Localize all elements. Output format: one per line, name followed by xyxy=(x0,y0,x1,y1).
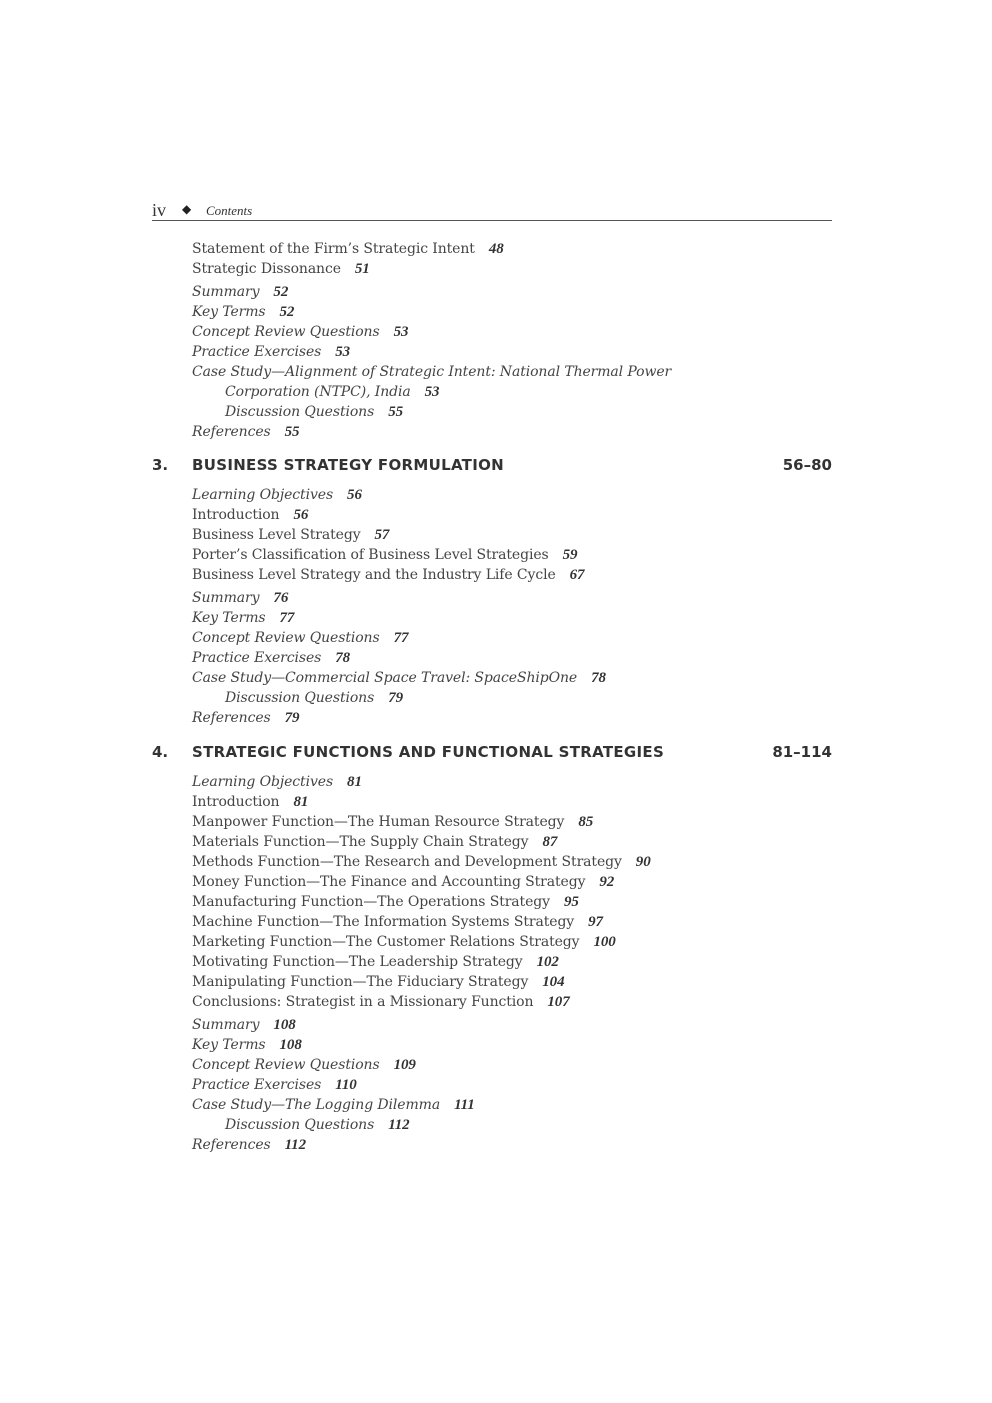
toc-entry-title: Concept Review Questions xyxy=(192,630,380,646)
toc-entry[interactable] xyxy=(192,973,564,991)
chapter-number: 3. xyxy=(152,456,169,474)
toc-entry[interactable] xyxy=(225,403,403,421)
toc-entry-title: Introduction xyxy=(192,794,280,810)
toc-entry-page: 108 xyxy=(273,1017,296,1033)
toc-entry-title: References xyxy=(192,710,271,726)
toc-entry[interactable] xyxy=(192,833,557,851)
toc-entry[interactable] xyxy=(192,709,299,727)
toc-entry[interactable] xyxy=(192,566,584,584)
toc-entry-page: 97 xyxy=(588,914,603,930)
toc-entry-title: Money Function—The Finance and Accounting Strategy xyxy=(192,874,586,890)
toc-entry[interactable] xyxy=(192,363,671,381)
toc-entry-title: Case Study—The Logging Dilemma xyxy=(192,1097,441,1113)
toc-entry-page: 87 xyxy=(542,834,558,850)
toc-entry-title: Corporation (NTPC), India xyxy=(225,384,411,400)
toc-entry-page: 109 xyxy=(393,1057,416,1073)
toc-entry[interactable] xyxy=(192,669,606,687)
toc-entry-title: Case Study—Commercial Space Travel: SpaceShipOne xyxy=(192,670,578,686)
toc-entry-title: References xyxy=(192,1137,271,1153)
running-header xyxy=(152,200,832,221)
toc-entry-title: Statement of the Firm’s Strategic Intent xyxy=(192,241,475,257)
toc-entry-title: Case Study—Alignment of Strategic Intent: National Thermal Power xyxy=(192,364,672,380)
toc-entry[interactable] xyxy=(225,1116,410,1134)
toc-entry-page: 108 xyxy=(279,1037,302,1053)
toc-entry[interactable] xyxy=(192,853,651,871)
toc-entry[interactable] xyxy=(192,793,308,811)
toc-entry-page: 92 xyxy=(599,874,615,890)
toc-entry-title: Marketing Function—The Customer Relations Strategy xyxy=(192,934,580,950)
toc-entry-title: References xyxy=(192,424,271,440)
toc-entry-page: 100 xyxy=(593,934,616,950)
toc-entry[interactable] xyxy=(192,486,362,504)
toc-entry-title: Manipulating Function—The Fiduciary Strategy xyxy=(192,974,529,990)
toc-entry-title: Discussion Questions xyxy=(225,690,375,706)
toc-entry-page: 77 xyxy=(393,630,409,646)
toc-entry-title: Summary xyxy=(192,1017,260,1033)
header-title: Contents xyxy=(206,203,253,218)
toc-entry-page: 53 xyxy=(335,344,351,360)
toc-entry-title: Concept Review Questions xyxy=(192,1057,380,1073)
toc-entry-page: 107 xyxy=(547,994,570,1010)
toc-entry[interactable] xyxy=(192,303,294,321)
toc-entry-page: 81 xyxy=(347,774,362,790)
toc-entry[interactable] xyxy=(192,283,288,301)
toc-entry[interactable] xyxy=(192,993,570,1011)
toc-entry-page: 51 xyxy=(354,261,370,277)
toc-entry[interactable] xyxy=(192,1056,416,1074)
toc-entry-title: Materials Function—The Supply Chain Strategy xyxy=(192,834,529,850)
toc-entry-page: 104 xyxy=(542,974,565,990)
toc-entry-title: Manufacturing Function—The Operations Strategy xyxy=(192,894,550,910)
toc-entry[interactable] xyxy=(192,546,577,564)
toc-entry-page: 57 xyxy=(374,527,390,543)
toc-entry-title: Practice Exercises xyxy=(192,1077,322,1093)
chapter-heading[interactable] xyxy=(152,743,832,763)
toc-entry[interactable] xyxy=(225,689,403,707)
toc-entry-page: 55 xyxy=(388,404,403,420)
toc-entry[interactable] xyxy=(192,773,362,791)
chapter-pages: 56–80 xyxy=(782,456,832,474)
toc-entry-page: 81 xyxy=(293,794,309,810)
chapter-pages: 81–114 xyxy=(772,743,832,761)
toc-entry-title: Conclusions: Strategist in a Missionary Function xyxy=(192,994,534,1010)
toc-entry-title: Discussion Questions xyxy=(225,404,375,420)
toc-entry-title: Motivating Function—The Leadership Strategy xyxy=(192,954,523,970)
toc-entry-page: 79 xyxy=(284,710,300,726)
toc-entry-page: 111 xyxy=(454,1097,475,1113)
toc-entry-title: Key Terms xyxy=(192,304,266,320)
toc-entry[interactable] xyxy=(225,383,439,401)
toc-entry-title: Business Level Strategy xyxy=(192,527,361,543)
toc-entry[interactable] xyxy=(192,260,370,278)
toc-entry-page: 77 xyxy=(279,610,295,626)
toc-entry-page: 53 xyxy=(424,384,440,400)
toc-entry-title: Summary xyxy=(192,590,260,606)
toc-entry-title: Practice Exercises xyxy=(192,650,322,666)
toc-entry[interactable] xyxy=(192,1096,475,1114)
toc-entry-title: Introduction xyxy=(192,507,280,523)
toc-entry[interactable] xyxy=(192,423,299,441)
toc-entry[interactable] xyxy=(192,323,408,341)
toc-entry-page: 78 xyxy=(591,670,606,686)
page-number: iv xyxy=(152,200,167,220)
toc-entry[interactable] xyxy=(192,506,308,524)
toc-entry-page: 95 xyxy=(563,894,579,910)
toc-entry[interactable] xyxy=(192,240,504,258)
toc-entry-page: 52 xyxy=(273,284,289,300)
toc-entry-title: Learning Objectives xyxy=(192,487,334,503)
toc-entry[interactable] xyxy=(192,873,614,891)
toc-entry[interactable] xyxy=(192,343,350,361)
toc-entry-page: 67 xyxy=(569,567,585,583)
toc-entry-title: Practice Exercises xyxy=(192,344,322,360)
toc-entry-page: 56 xyxy=(347,487,362,503)
toc-entry-title: Manpower Function—The Human Resource Strategy xyxy=(192,814,565,830)
toc-entry-page: 48 xyxy=(488,241,504,257)
toc-entry-title: Discussion Questions xyxy=(225,1117,375,1133)
toc-entry-page: 112 xyxy=(284,1137,306,1153)
toc-entry[interactable] xyxy=(192,1016,296,1034)
toc-entry-title: Key Terms xyxy=(192,610,266,626)
toc-entry-title: Methods Function—The Research and Development Strategy xyxy=(192,854,622,870)
toc-entry[interactable] xyxy=(192,526,389,544)
toc-entry-page: 102 xyxy=(536,954,559,970)
toc-entry-page: 110 xyxy=(335,1077,357,1093)
toc-entry-title: Learning Objectives xyxy=(192,774,334,790)
toc-entry-title: Machine Function—The Information Systems Strategy xyxy=(192,914,575,930)
toc-entry[interactable] xyxy=(192,589,288,607)
toc-entry-title: Strategic Dissonance xyxy=(192,261,341,277)
toc-entry[interactable] xyxy=(192,933,616,951)
chapter-title: STRATEGIC FUNCTIONS AND FUNCTIONAL STRATEGIES xyxy=(192,743,665,761)
toc-entry[interactable] xyxy=(192,813,593,831)
toc-entry-title: Concept Review Questions xyxy=(192,324,380,340)
toc-entry-page: 55 xyxy=(284,424,300,440)
toc-entry[interactable] xyxy=(192,1136,306,1154)
toc-entry-page: 78 xyxy=(335,650,351,666)
toc-entry-title: Summary xyxy=(192,284,260,300)
toc-entry-page: 79 xyxy=(388,690,403,706)
toc-entry[interactable] xyxy=(192,629,408,647)
toc-entry-page: 112 xyxy=(388,1117,410,1133)
toc-entry-page: 59 xyxy=(562,547,578,563)
toc-entry-page: 53 xyxy=(393,324,409,340)
chapter-number: 4. xyxy=(152,743,169,761)
toc-entry[interactable] xyxy=(192,609,294,627)
toc-entry[interactable] xyxy=(192,1036,302,1054)
chapter-title: BUSINESS STRATEGY FORMULATION xyxy=(192,456,505,474)
toc-entry-title: Porter’s Classification of Business Level Strategies xyxy=(192,547,549,563)
toc-entry-page: 85 xyxy=(578,814,594,830)
toc-entry-page: 52 xyxy=(279,304,295,320)
toc-entry[interactable] xyxy=(192,1076,357,1094)
toc-entry[interactable] xyxy=(192,913,603,931)
toc-entry-title: Key Terms xyxy=(192,1037,266,1053)
toc-entry[interactable] xyxy=(192,953,559,971)
diamond-icon: ◆ xyxy=(182,202,192,216)
chapter-heading[interactable] xyxy=(152,456,832,476)
toc-entry[interactable] xyxy=(192,649,350,667)
toc-entry[interactable] xyxy=(192,893,579,911)
toc-entry-page: 76 xyxy=(273,590,289,606)
toc-entry-title: Business Level Strategy and the Industry Life Cycle xyxy=(192,567,556,583)
toc-entry-page: 56 xyxy=(293,507,309,523)
toc-entry-page: 90 xyxy=(635,854,651,870)
